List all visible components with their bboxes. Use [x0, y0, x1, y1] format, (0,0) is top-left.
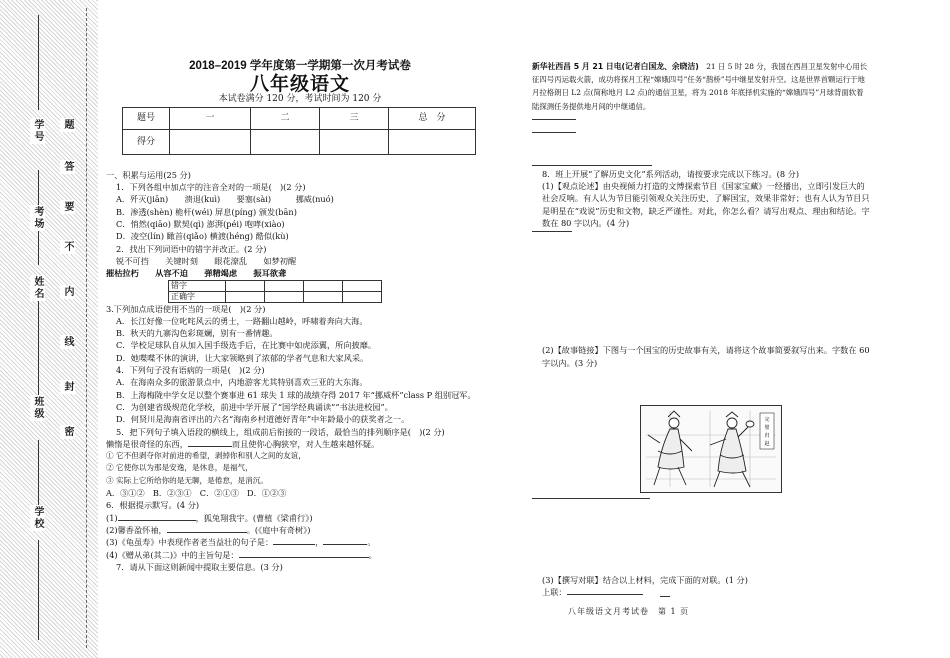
- answer-cell[interactable]: [226, 291, 265, 302]
- q4-option-c: C．为创建省级规范化学校，前进中学开展了“国学经典诵读”“书法进校园”。: [116, 401, 393, 412]
- seal-char: 内: [62, 286, 73, 298]
- q5-blank[interactable]: [188, 446, 232, 447]
- q5-options: A．③①② B．②③① C．②①③ D．①②③: [106, 488, 287, 499]
- caption-char: 归: [764, 433, 770, 439]
- score-header: 二: [251, 107, 320, 129]
- q1-option-d: D．凌空(lín) 瞰首(qiǎo) 横渡(héng) 酷似(kù): [116, 231, 289, 242]
- q6-item-2-source: 。(《庭中有奇树》): [246, 524, 311, 535]
- q6-item-4-text: (4)《赠从弟(其二)》中的主旨句是：: [106, 549, 239, 560]
- score-header: 一: [170, 107, 251, 129]
- student-id-label: 学号: [32, 119, 43, 143]
- answer-cell[interactable]: [226, 280, 265, 291]
- seal-char: 答: [62, 161, 73, 173]
- name-label: 姓名: [32, 276, 43, 300]
- couplet-upper-blank[interactable]: [567, 594, 643, 595]
- q3-option-d: D．她喋喋不休的演讲，让大家领略到了浓郁的学者气息和大家风采。: [116, 352, 369, 363]
- caption-char: 完: [764, 417, 770, 423]
- answer-cell[interactable]: [265, 291, 304, 302]
- page-footer: 八年级语文月考试卷 第 1 页: [568, 607, 690, 616]
- class-label: 班级: [32, 396, 43, 420]
- q8-part-3: (3)【撰写对联】结合以上材料，完成下面的对联。(1 分): [542, 575, 748, 585]
- seal-char: 密: [62, 426, 73, 438]
- correction-table: [168, 280, 382, 303]
- news-headline: 新华社西昌 5 月 21 日电(记者白国龙、余晓洁): [532, 62, 699, 71]
- score-cell[interactable]: [389, 129, 476, 154]
- q8-part-2: (2)【故事链接】下图与一个国宝的历史故事有关，请将这个故事简要叙写出来。字数在 60 字以内。(3 分): [542, 345, 870, 368]
- q4-option-d: D．何贤川是海南省评出的六名“海南乡村道德好青年”中年龄最小的获奖者之一。: [116, 414, 410, 425]
- story-illustration: [640, 405, 782, 493]
- left-column: [106, 60, 478, 573]
- answer-cell[interactable]: [265, 280, 304, 291]
- exam-room-label: 考场: [32, 206, 43, 230]
- question-1: 1．下列各组中加点字的注音全对的一项是( )(2 分): [116, 182, 306, 193]
- q1-option-a: A．歼灭(jiān) 溃退(kuì) 要塞(sài) 挪威(nuó): [116, 194, 334, 205]
- q2-words-row1: 锐不可挡 关键时刻 眼花潦乱 如梦初醒: [116, 255, 297, 266]
- q7-answer-line[interactable]: [532, 119, 576, 120]
- q1-option-b: B．渗透(shèn) 桅杆(wéi) 屏息(píng) 颁发(bān): [116, 206, 297, 217]
- answer-cell[interactable]: [304, 291, 343, 302]
- wrong-char-label: 错字: [169, 280, 226, 291]
- couplet-upper: [532, 586, 643, 598]
- seal-char: 题: [62, 119, 73, 131]
- score-header: 总 分: [389, 107, 476, 129]
- right-char-label: 正确字: [169, 291, 226, 302]
- caption-char: 璧: [764, 425, 770, 431]
- caption-char: 赵: [764, 441, 770, 447]
- q7-answer-line[interactable]: [532, 132, 576, 133]
- q2-words-row2: 摧枯拉朽 从容不迫 弹精竭虑 振耳欲聋: [106, 268, 287, 279]
- exam-note: 本试卷满分 120 分，考试时间为 120 分: [218, 93, 382, 104]
- score-cell[interactable]: [320, 129, 389, 154]
- q6-blank-3b[interactable]: [323, 544, 367, 545]
- answer-cell[interactable]: [343, 291, 382, 302]
- answer-cell[interactable]: [304, 280, 343, 291]
- q6-item-1-text: ，狐兔翔我宇。(曹植《梁甫行》): [195, 512, 313, 523]
- binding-margin: [0, 0, 98, 658]
- q8-story-answer-line[interactable]: [532, 498, 650, 499]
- q5-passage-start: 懒惰是很奇怪的东西，: [106, 438, 188, 449]
- q5-passage-end: 而且使你心胸狭窄，对人生越来越怀疑。: [231, 438, 380, 449]
- q3-option-c: C．学校足球队自从加入国手级选手后，在比赛中如虎添翼，所向披靡。: [116, 340, 377, 351]
- q3-option-b: B．秋天的九寨沟色彩斑斓，别有一番情趣。: [116, 328, 278, 339]
- q3-option-a: A．长江好像一位叱咤风云的勇士，一路翻山越岭，呼啸着奔向大海。: [116, 315, 368, 326]
- subject-title: 八年级语文: [249, 73, 350, 96]
- exam-title: 2018–2019 学年度第一学期第一次月考试卷: [189, 60, 411, 72]
- seal-char: 封: [62, 381, 73, 393]
- question-3: 3.下列加点成语使用不当的一项是( )(2 分): [106, 303, 266, 314]
- score-cell[interactable]: [170, 129, 251, 154]
- seal-char: 要: [62, 201, 73, 213]
- question-8: 8．班上开展“了解历史文化”系列活动，请按要求完成以下练习。(8 分): [542, 168, 800, 179]
- question-7: 7．请从下面这则新闻中提取主要信息。(3 分): [116, 561, 283, 572]
- q6-item-1: (1) ，狐兔翔我宇。(曹植《梁甫行》): [106, 512, 313, 523]
- news-text: [532, 60, 870, 113]
- seal-char: 不: [62, 241, 73, 253]
- q5-sentence-1: ① 它不但剥夺你对前进的希望，剥掉你和别人之间的友谊，: [106, 451, 306, 461]
- couplet-mark: [660, 596, 670, 597]
- news-body: 21 日 5 时 28 分，我国在西昌卫星发射中心用长征四号丙运载火箭，成功将探月工程“嫦娥四号”任务“鹊桥”号中继星发射升空。这是世界首颗运行于地月拉格朗日 L2 点(简称地月 L2 点)的通信卫星，将为 2018 年底择机实施的“嫦娥四号”月球背面软着陆探测任务提供地月间的中继通信。: [532, 62, 868, 111]
- q6-blank-2[interactable]: [167, 532, 247, 533]
- question-2: 2．找出下列词语中的错字并改正。(2 分): [116, 243, 267, 254]
- right-column: [532, 60, 870, 597]
- couplet-upper-label: 上联：: [542, 587, 567, 597]
- name-line: [38, 540, 39, 640]
- q5-passage: [106, 438, 478, 450]
- question-5: 5．把下列句子填入语段的横线上，组成前后衔接的一段话，最恰当的排列顺序是( )(2 分): [116, 426, 445, 437]
- q1-option-c: C．悄然(qiāo) 默契(qì) 澎湃(péi) 咆哮(xiào): [116, 219, 285, 230]
- score-header: 三: [320, 107, 389, 129]
- q6-item-4: (4)《赠从弟(其二)》中的主旨句是： 。: [106, 549, 377, 560]
- q7-answer-line[interactable]: [532, 165, 652, 166]
- name-line: [38, 15, 39, 110]
- question-4: 4．下列句子没有语病的一项是( )(2 分): [116, 365, 265, 376]
- score-cell[interactable]: [251, 129, 320, 154]
- q6-item-3: (3)《龟虽寿》中表现作者老当益壮的句子是： ， 。: [106, 537, 376, 548]
- q4-option-b: B．上海梅陇中学女足以整个赛事进 61 球失 1 球的战绩夺得 2017 年“挪威杯”class P 组别冠军。: [116, 389, 476, 400]
- score-row-label: 得分: [123, 129, 170, 154]
- cut-line: [86, 8, 87, 648]
- q4-option-a: A．在海南众多的旅游景点中，内地游客尤其特别喜欢三亚的大东海。: [116, 377, 368, 388]
- q6-blank-3a[interactable]: [273, 544, 315, 545]
- school-label: 学校: [32, 506, 43, 530]
- q8-part-1: (1)【观点论述】由央视倾力打造的文博探索节目《国家宝藏》一经播出，立即引发巨大的社会反响。有人认为节目能引领观众关注历史、了解国宝，效果非常好；也有人认为节目只是明星在“戏说”历史和文物，缺乏严谨性。对此，你怎么看？请写出观点、理由和结论。字数在 80 字以内。(4 分): [542, 181, 870, 228]
- q6-blank-1[interactable]: [118, 520, 196, 521]
- name-line: [38, 300, 39, 410]
- q5-sentence-2: ② 它使你以为那是安逸，是休息，是福气，: [106, 463, 253, 473]
- q5-sentence-3: ③ 实际上它所给你的是无聊，是倦怠，是消沉。: [106, 475, 268, 485]
- answer-cell[interactable]: [343, 280, 382, 291]
- section-heading: 一、积累与运用(25 分): [106, 169, 191, 180]
- seal-char: 线: [62, 336, 73, 348]
- q6-item-2: [106, 524, 478, 536]
- score-table: [122, 107, 476, 155]
- score-header: 题号: [123, 107, 170, 129]
- q6-item-3-text: (3)《龟虽寿》中表现作者老当益壮的句子是：: [106, 537, 274, 548]
- question-6: 6．根据提示默写。(4 分): [106, 500, 200, 511]
- q6-item-2-text: (2)馨香盈怀袖，: [106, 524, 167, 535]
- q6-blank-4[interactable]: [239, 557, 369, 558]
